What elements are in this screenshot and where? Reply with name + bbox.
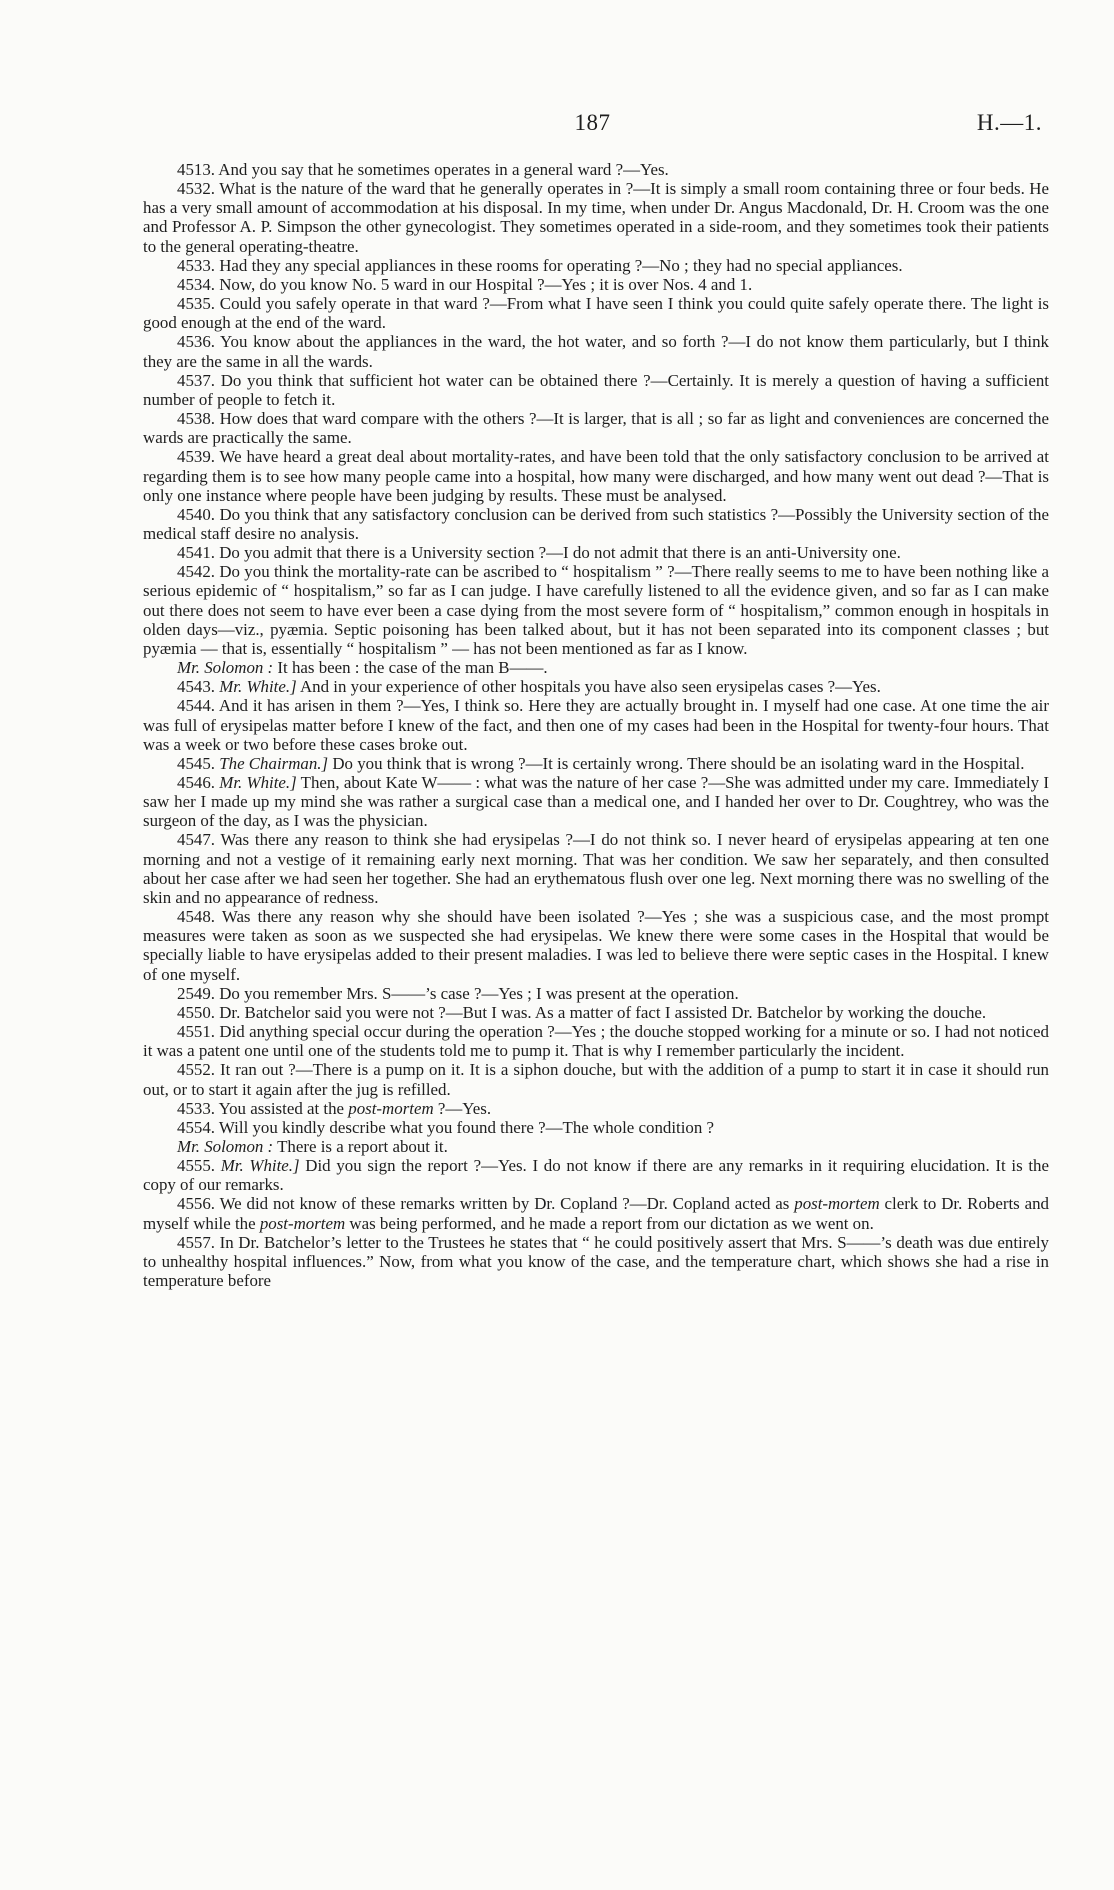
italic-text: Mr. White.] — [219, 773, 297, 792]
paragraph — [143, 447, 1049, 504]
paragraph-text: 4545. — [177, 753, 220, 773]
body-text — [143, 160, 1049, 1290]
paragraph-text: 4554. Will you kindly describe what you found there ?—The whole condition ? — [177, 1117, 715, 1137]
italic-text: post-mortem — [259, 1213, 346, 1233]
paragraph-text: 4547. Was there any reason to think she had erysipelas ?—I do not think so. I never heard of erysipelas appearing at ten one morning and not a vestige of it remaining early next morning. That was her condition. We saw her separately, and then consulted about her case after we had seen her together. She had an erythematous flush over one leg. Next morning there was no swelling of the skin and no appearance of redness. — [143, 830, 1049, 907]
italic-text: Mr. Solomon : — [177, 1136, 274, 1156]
italic-text: post-mortem — [794, 1194, 880, 1214]
paragraph — [143, 1003, 1049, 1022]
paragraph — [143, 275, 1049, 294]
paragraph — [143, 179, 1049, 256]
paragraph-text: 4552. It ran out ?—There is a pump on it. It is a siphon douche, but with the addition of a pump to start it in case it should run out, or to start it again after the jug is refilled. — [143, 1060, 1049, 1099]
paragraph — [143, 1156, 1049, 1194]
paragraph — [143, 1060, 1049, 1098]
paragraph — [143, 830, 1049, 907]
paragraph-text: 4541. Do you admit that there is a University section ?—I do not admit that there is an anti-University one. — [177, 543, 901, 563]
paragraph — [143, 543, 1049, 562]
paragraph-text: 4533. You assisted at the — [177, 1098, 349, 1118]
paragraph-text: 4540. Do you think that any satisfactory conclusion can be derived from such statistics ?—Possibly the University section of the medical staff desire no analysis. — [143, 504, 1049, 543]
paragraph-text: ?—Yes. — [433, 1098, 492, 1118]
italic-text: The Chairman.] — [219, 753, 329, 773]
paragraph-text: 4533. Had they any special appliances in these rooms for operating ?—No ; they had no special appliances. — [177, 255, 903, 275]
paragraph-text: 4537. Do you think that sufficient hot water can be obtained there ?—Certainly. It is merely a question of having a sufficient number of people to fetch it. — [143, 370, 1049, 409]
paragraph-text: 4534. Now, do you know No. 5 ward in our Hospital ?—Yes ; it is over Nos. 4 and 1. — [177, 274, 753, 294]
paragraph — [143, 677, 1049, 696]
paragraph-text: Did you sign the report ?—Yes. I do not know if there are any remarks in it requiring elucidation. It is the copy of our remarks. — [143, 1156, 1049, 1195]
paragraph — [143, 505, 1049, 543]
paragraph-text: 4539. We have heard a great deal about mortality-rates, and have been told that the only satisfactory conclusion to be arrived at regarding them is to see how many people came into a hospital, how many were discharged, and how many went out dead ?—That is only one instance where people have been judging by results. These must be analysed. — [143, 447, 1049, 505]
paragraph — [143, 773, 1049, 830]
paragraph — [143, 562, 1049, 658]
paragraph — [143, 696, 1049, 753]
paragraph-text: 4556. We did not know of these remarks written by Dr. Copland ?—Dr. Copland acted as — [177, 1194, 795, 1214]
paragraph-text: 4550. Dr. Batchelor said you were not ?—But I was. As a matter of fact I assisted Dr. Batchelor by working the douche. — [177, 1002, 987, 1022]
paragraph-text: Then, about Kate W—— : what was the nature of her case ?—She was admitted under my care. Immediately I saw her I made up my mind she was rather a surgical case than a medical one, and I handed her over to Dr. Coughtrey, who was the surgeon of the day, as I was the physician. — [143, 773, 1049, 831]
paragraph-text: 4543. — [177, 677, 220, 697]
paragraph-text: 4535. Could you safely operate in that ward ?—From what I have seen I think you could quite safely operate there. The light is good enough at the end of the ward. — [143, 294, 1049, 333]
paragraph — [143, 409, 1049, 447]
paragraph-text: was being performed, and he made a report from our dictation as we went on. — [345, 1213, 874, 1233]
paragraph — [143, 907, 1049, 984]
paragraph-text: 2549. Do you remember Mrs. S——’s case ?—Yes ; I was present at the operation. — [177, 983, 739, 1003]
paragraph-text: 4536. You know about the appliances in the ward, the hot water, and so forth ?—I do not know them particularly, but I think they are the same in all the wards. — [143, 332, 1049, 371]
paragraph — [143, 1118, 1049, 1137]
paragraph — [143, 1022, 1049, 1060]
paragraph — [143, 256, 1049, 275]
paragraph-text: And in your experience of other hospitals you have also seen erysipelas cases ?—Yes. — [296, 677, 881, 697]
page-number: 187 — [574, 110, 611, 135]
italic-text: Mr. White.] — [220, 1156, 300, 1176]
paragraph — [143, 1233, 1049, 1290]
page-header — [143, 102, 1042, 142]
paragraph-text: 4532. What is the nature of the ward that he generally operates in ?—It is simply a small room containing three or four beds. He has a very small amount of accommodation at his disposal. In my time, when under Dr. Angus Macdonald, Dr. H. Croom was the one and Professor A. P. Simpson the other gynecologist. They sometimes operated in a side-room, and they sometimes took their patients to the general operating-theatre. — [143, 179, 1049, 256]
paragraph — [143, 371, 1049, 409]
paragraph — [143, 332, 1049, 370]
paragraph — [143, 1137, 1049, 1156]
paragraph — [143, 754, 1049, 773]
paragraph-text: There is a report about it. — [273, 1136, 448, 1156]
paragraph-text: 4557. In Dr. Batchelor’s letter to the Trustees he states that “ he could positively assert that Mrs. S——’s death was due entirely to unhealthy hospital influences.” Now, from what you know of the case, and the temperature chart, which shows she had a rise in temperature before — [143, 1232, 1049, 1291]
paragraph-text: It has been : the case of the man B——. — [273, 658, 548, 678]
italic-text: post-mortem — [348, 1098, 434, 1118]
paragraph — [143, 1099, 1049, 1118]
paragraph-text: 4546. — [177, 773, 220, 792]
italic-text: Mr. White.] — [219, 677, 297, 697]
paragraph-text: 4548. Was there any reason why she should have been isolated ?—Yes ; she was a suspicious case, and the most prompt measures were taken as soon as we suspected she had erysipelas. We knew there were some cases in the Hospital that would be specially liable to have erysipelas added to their present maladies. I was led to believe there were septic cases in the Hospital. I knew of one myself. — [143, 907, 1049, 984]
italic-text: Mr. Solomon : — [177, 658, 274, 678]
paragraph-text: clerk to Dr. Roberts and myself while the — [143, 1194, 1049, 1233]
paragraph-text: 4551. Did anything special occur during the operation ?—Yes ; the douche stopped working for a minute or so. I had not noticed it was a patent one until one of the students told me to pump it. That is why I remember particularly the incident. — [143, 1022, 1049, 1061]
paragraph-text: 4513. And you say that he sometimes operates in a general ward ?—Yes. — [177, 160, 669, 179]
paragraph — [143, 294, 1049, 332]
paragraph-text: 4542. Do you think the mortality-rate can be ascribed to “ hospitalism ” ?—There really seems to me to have been nothing like a serious epidemic of “ hospitalism,” so far as I can judge. I have carefully listened to all the evidence given, and so far as I can make out there does not seem to have ever been a case dying from the most severe form of “ hospitalism,” common enough in hospitals in olden days—viz., pyæmia. Septic poisoning has been talked about, but it has not been separated into its component classes ; but pyæmia — that is, essentially “ hospitalism ” — has not been mentioned as far as I know. — [143, 562, 1049, 658]
section-reference: H.—1. — [976, 110, 1042, 135]
paragraph — [143, 658, 1049, 677]
paragraph-text: 4544. And it has arisen in them ?—Yes, I think so. Here they are actually brought in. I myself had one case. At one time the air was full of erysipelas matter before I knew of the fact, and then one of my cases had been in the Hospital for twenty-four hours. That was a week or two before these cases broke out. — [143, 696, 1049, 754]
paragraph-text: 4555. — [177, 1156, 221, 1176]
paragraph-text: Do you think that is wrong ?—It is certainly wrong. There should be an isolating ward in the Hospital. — [328, 753, 1025, 773]
paragraph — [143, 1194, 1049, 1232]
paragraph-text: 4538. How does that ward compare with the others ?—It is larger, that is all ; so far as light and conveniences are concerned the wards are practically the same. — [143, 409, 1049, 448]
paragraph — [143, 160, 1049, 179]
paragraph — [143, 984, 1049, 1003]
